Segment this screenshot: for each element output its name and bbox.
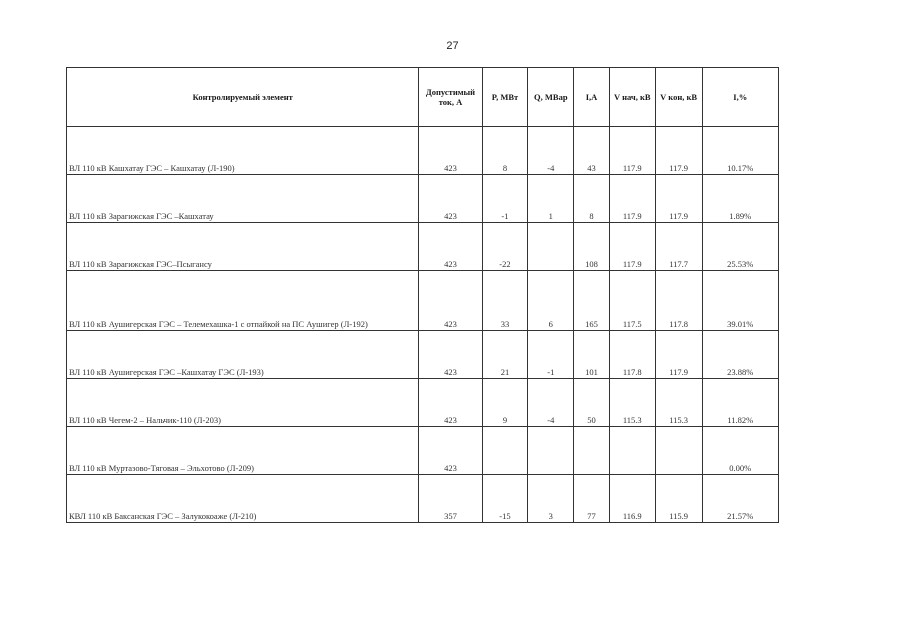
cell-i-percent: 21.57% (702, 475, 778, 523)
header-element: Контролируемый элемент (67, 68, 419, 127)
cell-i (574, 427, 610, 475)
cell-v-end: 115.9 (655, 475, 702, 523)
cell-p (482, 427, 528, 475)
cell-element: ВЛ 110 кВ Чегем-2 – Нальчик-110 (Л-203) (67, 379, 419, 427)
cell-i: 43 (574, 127, 610, 175)
cell-q (528, 223, 574, 271)
cell-allowed-current: 423 (419, 271, 482, 331)
cell-i: 77 (574, 475, 610, 523)
header-i: I,A (574, 68, 610, 127)
cell-i: 165 (574, 271, 610, 331)
cell-i: 101 (574, 331, 610, 379)
cell-q: -1 (528, 331, 574, 379)
cell-v-end: 117.9 (655, 175, 702, 223)
cell-p: -15 (482, 475, 528, 523)
cell-element: ВЛ 110 кВ Аушигерская ГЭС – Телемехашка-1 с отпайкой на ПС Аушигер (Л-192) (67, 271, 419, 331)
cell-i: 50 (574, 379, 610, 427)
cell-element: ВЛ 110 кВ Зарагижская ГЭС –Кашхатау (67, 175, 419, 223)
cell-element: ВЛ 110 кВ Кашхатау ГЭС – Кашхатау (Л-190) (67, 127, 419, 175)
cell-i-percent: 23.88% (702, 331, 778, 379)
cell-element: ВЛ 110 кВ Муртазово-Тяговая – Эльхотово (Л-209) (67, 427, 419, 475)
header-p: P, МВт (482, 68, 528, 127)
header-row (67, 68, 779, 127)
header-q: Q, МВар (528, 68, 574, 127)
cell-q: 6 (528, 271, 574, 331)
cell-p: 8 (482, 127, 528, 175)
header-v-start: V нач, кВ (609, 68, 655, 127)
cell-v-start (609, 427, 655, 475)
cell-i: 8 (574, 175, 610, 223)
header-i-percent: I,% (702, 68, 778, 127)
cell-v-end: 117.8 (655, 271, 702, 331)
table-row (67, 271, 779, 331)
table-row (67, 331, 779, 379)
table-row (67, 379, 779, 427)
table-row (67, 427, 779, 475)
cell-p: 33 (482, 271, 528, 331)
cell-v-end: 117.9 (655, 127, 702, 175)
cell-q (528, 427, 574, 475)
cell-i-percent: 10.17% (702, 127, 778, 175)
cell-v-start: 117.5 (609, 271, 655, 331)
cell-allowed-current: 423 (419, 379, 482, 427)
cell-i-percent: 25.53% (702, 223, 778, 271)
cell-allowed-current: 423 (419, 223, 482, 271)
table-row (67, 127, 779, 175)
cell-q: 1 (528, 175, 574, 223)
cell-allowed-current: 357 (419, 475, 482, 523)
cell-i-percent: 39.01% (702, 271, 778, 331)
table-row (67, 223, 779, 271)
header-allowed-current: Допустимый ток, А (419, 68, 482, 127)
cell-i: 108 (574, 223, 610, 271)
cell-v-start: 117.8 (609, 331, 655, 379)
cell-allowed-current: 423 (419, 127, 482, 175)
data-table (66, 67, 779, 523)
cell-q: 3 (528, 475, 574, 523)
cell-element: КВЛ 110 кВ Баксанская ГЭС – Залукокоаже (Л-210) (67, 475, 419, 523)
cell-v-end: 117.7 (655, 223, 702, 271)
cell-v-start: 117.9 (609, 127, 655, 175)
cell-allowed-current: 423 (419, 331, 482, 379)
cell-v-end: 115.3 (655, 379, 702, 427)
cell-v-start: 116.9 (609, 475, 655, 523)
cell-p: -1 (482, 175, 528, 223)
header-v-end: V кон, кВ (655, 68, 702, 127)
table-row (67, 475, 779, 523)
cell-v-start: 115.3 (609, 379, 655, 427)
cell-q: -4 (528, 127, 574, 175)
cell-i-percent: 0.00% (702, 427, 778, 475)
cell-allowed-current: 423 (419, 427, 482, 475)
cell-element: ВЛ 110 кВ Аушигерская ГЭС –Кашхатау ГЭС (Л-193) (67, 331, 419, 379)
cell-v-start: 117.9 (609, 175, 655, 223)
cell-allowed-current: 423 (419, 175, 482, 223)
cell-v-end: 117.9 (655, 331, 702, 379)
page-number: 27 (446, 40, 459, 52)
table-row (67, 175, 779, 223)
cell-v-start: 117.9 (609, 223, 655, 271)
cell-v-end (655, 427, 702, 475)
cell-p: 9 (482, 379, 528, 427)
cell-p: 21 (482, 331, 528, 379)
cell-q: -4 (528, 379, 574, 427)
cell-i-percent: 11.82% (702, 379, 778, 427)
cell-p: -22 (482, 223, 528, 271)
cell-i-percent: 1.89% (702, 175, 778, 223)
cell-element: ВЛ 110 кВ Зарагижская ГЭС–Псыгансу (67, 223, 419, 271)
